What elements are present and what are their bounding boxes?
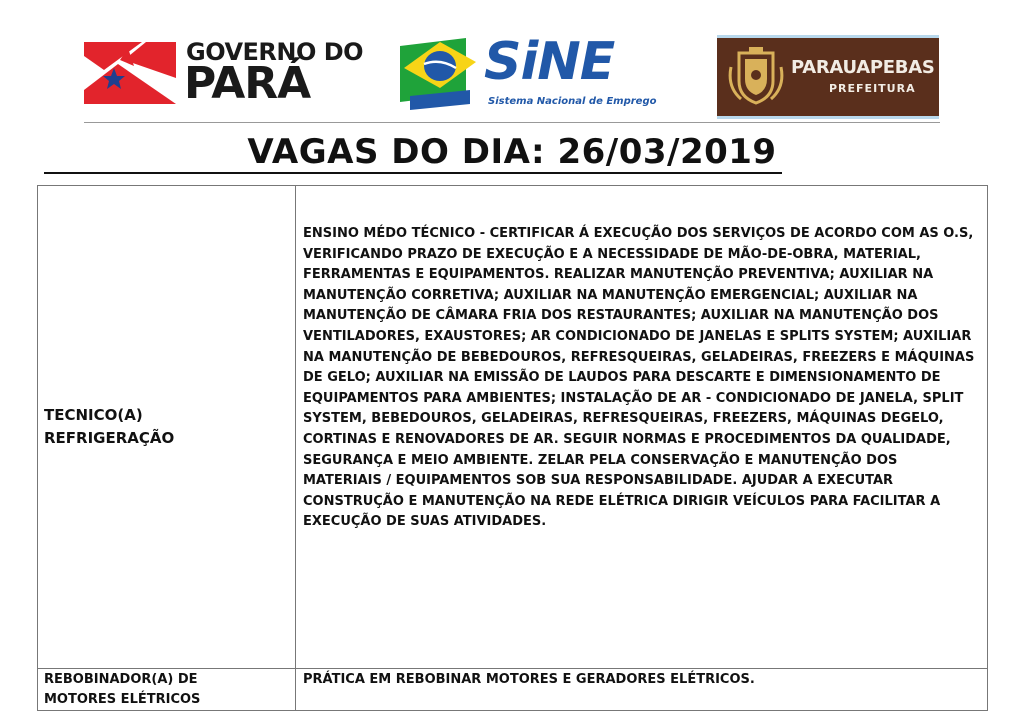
table-row [38,186,988,669]
job-title-line2: REFRIGERAÇÃO [44,429,175,447]
logo-right-top-stripe [717,35,939,38]
job-title-line1: REBOBINADOR(A) DE [44,672,198,687]
logo-right-name: PARAUAPEBAS [791,57,935,78]
table-row [38,669,988,711]
page-title: VAGAS DO DIA: 26/03/2019 [247,132,777,172]
logo-center-name: SiNE [484,32,615,92]
job-description-cell: ENSINO MÉDO TÉCNICO - CERTIFICAR Á EXECUÇÃO DOS SERVIÇOS DE ACORDO COM AS O.S, VERIFICANDO PRAZO DE EXECUÇÃO E A NECESSIDADE DE MÃO-DE-OBRA, MATERIAL, FERRAMENTAS E EQUIPAMENTOS. REALIZAR MANUTENÇÃO PREVENTIVA; AUXILIAR NA MANUTENÇÃO CORRETIVA; AUXILIAR NA MANUTENÇÃO EMERGENCIAL; AUXILIAR NA MANUTENÇÃO DE CÂMARA FRIA DOS RESTAURANTES; AUXILIAR NA MANUTENÇÃO DOS VENTILADORES, EXAUSTORES; AR CONDICIONADO DE JANELAS E SPLITS SYSTEM; AUXILIAR NA MANUTENÇÃO DE BEBEDOUROS, REFRESQUEIRAS, GELADEIRAS, FREEZERS E MÁQUINAS DE GELO; AUXILIAR NA EMISSÃO DE LAUDOS PARA DESCARTE E DIMENSIONAMENTO DE EQUIPAMENTOS PARA AMBIENTES; INSTALAÇÃO DE AR - CONDICIONADO DE JANELA, SPLIT SYSTEM, BEBEDOUROS, GELADEIRAS, REFRESQUEIRAS, FREEZERS, MÁQUINAS DEGELO, CORTINAS E RENOVADORES DE AR. SEGUIR NORMAS E PROCEDIMENTOS DA QUALIDADE, SEGURANÇA E MEIO AMBIENTE. ZELAR PELA CONSERVAÇÃO E MANUTENÇÃO DOS MATERIAIS / EQUIPAMENTOS SOB SUA RESPONSABILIDADE. AJUDAR A EXECUTAR CONSTRUÇÃO E MANUTENÇÃO NA REDE ELÉTRICA DIRIGIR VEÍCULOS PARA FACILITAR A EXECUÇÃO DE SUAS ATIVIDADES. [296,186,988,669]
brazil-flag-icon [400,38,480,110]
logo-right-subtitle: PREFEITURA [829,82,916,95]
job-title-line2: MOTORES ELÉTRICOS [44,692,201,707]
job-title-cell [38,669,296,711]
logo-sine [400,32,657,114]
logo-right-bottom-stripe [717,116,939,119]
logo-governo-do-para [84,38,364,110]
title-underline [44,172,782,174]
jobs-table [37,185,988,711]
job-description-cell: PRÁTICA EM REBOBINAR MOTORES E GERADORES ELÉTRICOS. [296,669,988,711]
para-flag-icon [84,42,176,104]
coat-of-arms-icon [727,47,785,107]
logo-left-line1: GOVERNO DO [186,38,364,66]
header-divider [84,122,940,123]
job-title-line1: TECNICO(A) [44,406,143,424]
job-title-cell [38,186,296,669]
logo-parauapebas [717,35,939,119]
logo-center-subtitle: Sistema Nacional de Emprego [488,96,657,107]
logo-left-line2: PARÁ [184,58,311,109]
